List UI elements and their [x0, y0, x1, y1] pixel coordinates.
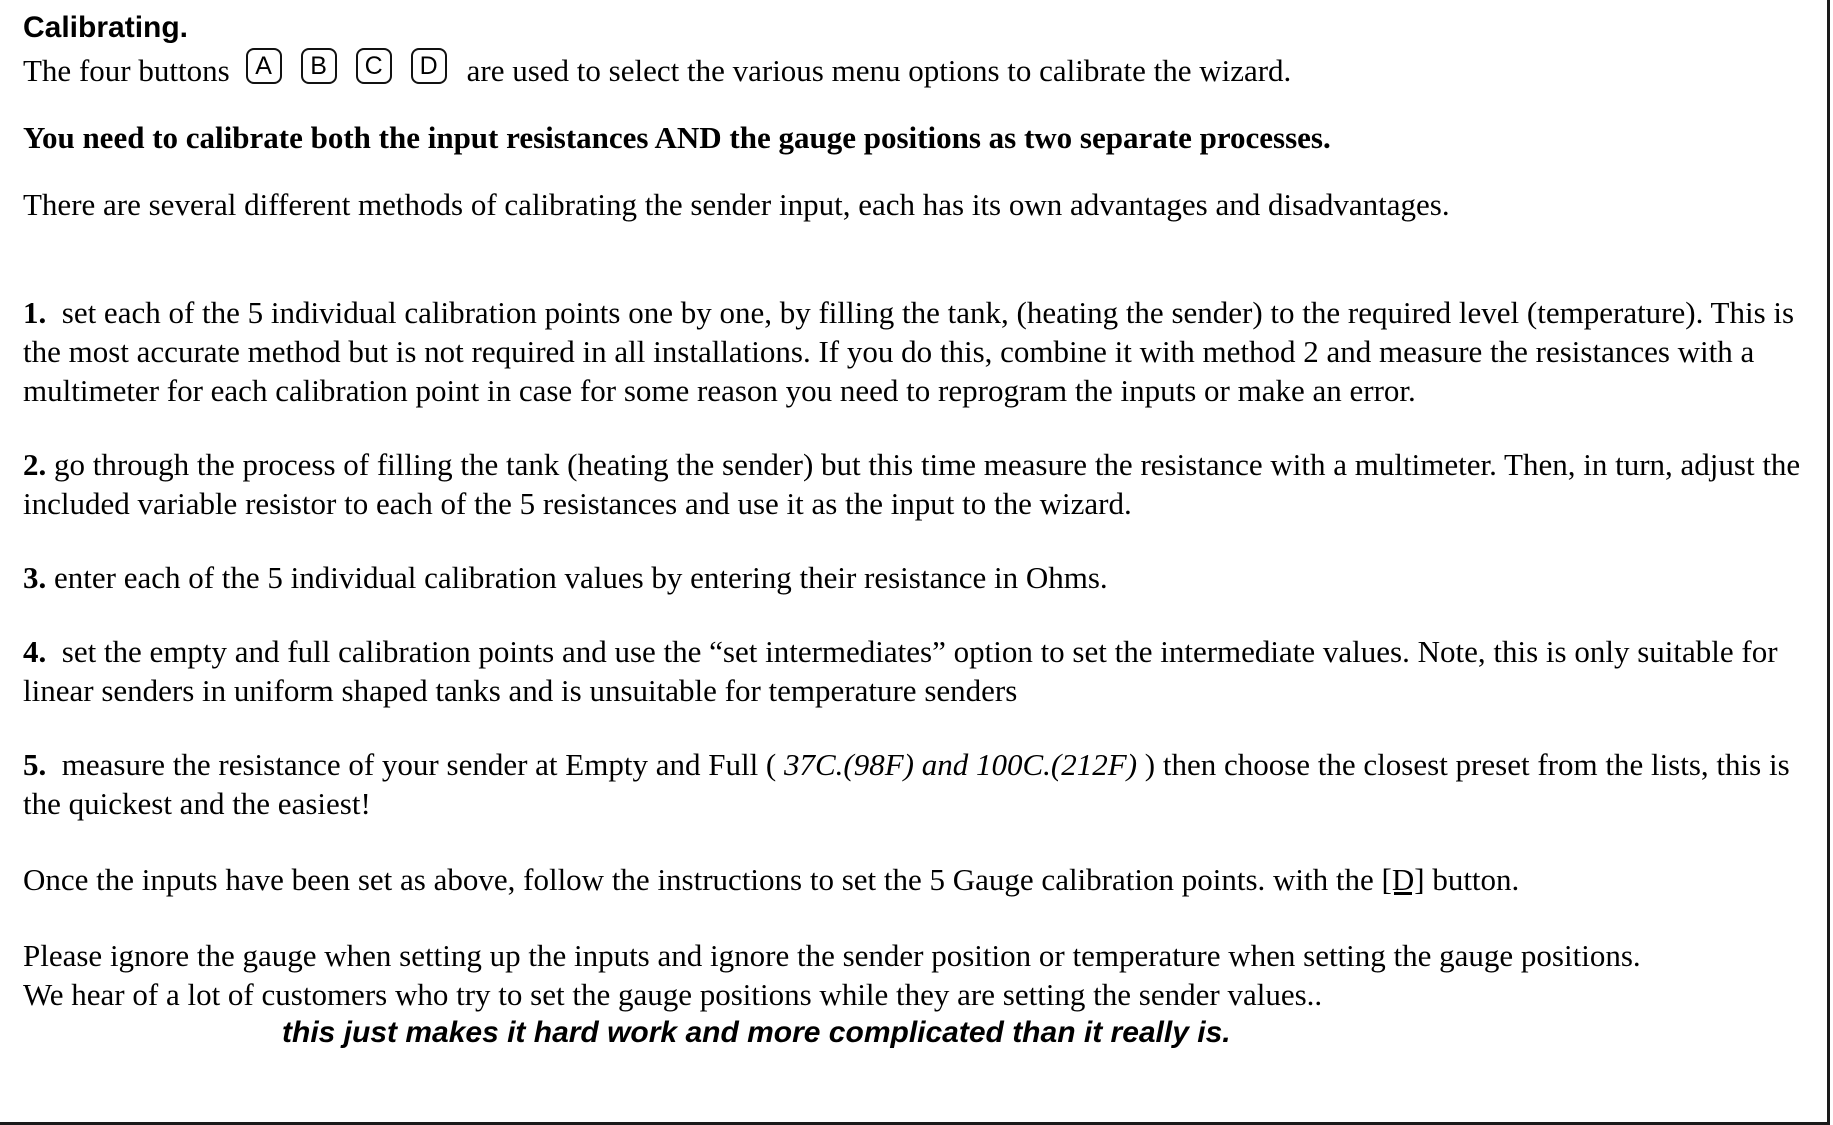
method-number: 1.	[23, 295, 47, 330]
page-title: Calibrating.	[23, 11, 189, 44]
bold-note: You need to calibrate both the input resistances AND the gauge positions as two separate processes.	[23, 120, 1331, 155]
emphasis-note: this just makes it hard work and more complicated than it really is.	[282, 1016, 1231, 1049]
method-text: enter each of the 5 individual calibration values by entering their resistance in Ohms.	[54, 560, 1108, 595]
method-number: 4.	[23, 634, 47, 669]
button-d-icon: D	[411, 48, 447, 84]
method-2	[23, 445, 1813, 523]
method-number: 3.	[23, 560, 47, 595]
button-a-icon: A	[246, 48, 282, 84]
button-legend	[246, 48, 447, 84]
gauge-text-after: button.	[1424, 862, 1520, 897]
method-number: 5.	[23, 747, 47, 782]
method-text-before: measure the resistance of your sender at Empty and Full (	[61, 747, 777, 782]
method-text: set each of the 5 individual calibration points one by one, by filling the tank, (heating the sender) to the required level (temperature). This is the most accurate method but is not required in all installations. If you do this, combine it with method 2 and measure the resistances with a multimeter for each calibration point in case for some reason you need to reprogram the inputs or make an error.	[23, 295, 1795, 408]
button-b-icon: B	[301, 48, 337, 84]
method-4	[23, 632, 1813, 710]
method-1	[23, 293, 1813, 410]
document-content	[23, 8, 1813, 1052]
ignore-line-1: Please ignore the gauge when setting up the inputs and ignore the sender position or temperature when setting the gauge positions.	[23, 938, 1641, 973]
methods-intro: There are several different methods of calibrating the sender input, each has its own advantages and disadvantages.	[23, 187, 1450, 222]
method-text: go through the process of filling the tank (heating the sender) but this time measure the resistance with a multimeter. Then, in turn, adjust the included variable resistor to each of the 5 resistances and use it as the input to the wizard.	[23, 447, 1801, 521]
temperature-range: 37C.(98F) and 100C.(212F)	[776, 747, 1138, 782]
intro-paragraph	[23, 48, 1813, 92]
ignore-line-2: We hear of a lot of customers who try to set the gauge positions while they are setting the sender values..	[23, 977, 1323, 1012]
gauge-text-before: Once the inputs have been set as above, follow the instructions to set the 5 Gauge calibration points. with the	[23, 862, 1382, 897]
method-text: set the empty and full calibration points and use the “set intermediates” option to set the intermediate values. Note, this is only suitable for linear senders in uniform shaped tanks and is unsuitable for temperature senders	[23, 634, 1778, 708]
method-number: 2.	[23, 447, 47, 482]
method-text-after: ) then choose the closest preset from the lists, this is the quickest and the easiest!	[23, 747, 1790, 821]
ignore-note	[23, 936, 1813, 1014]
gauge-instructions	[23, 860, 1813, 899]
method-3	[23, 558, 1813, 597]
intro-text-before: The four buttons	[23, 52, 230, 88]
intro-text-after: are used to select the various menu options to calibrate the wizard.	[466, 52, 1292, 88]
button-c-icon: C	[356, 48, 392, 84]
d-button-reference: [D]	[1381, 862, 1425, 897]
method-5	[23, 745, 1813, 823]
